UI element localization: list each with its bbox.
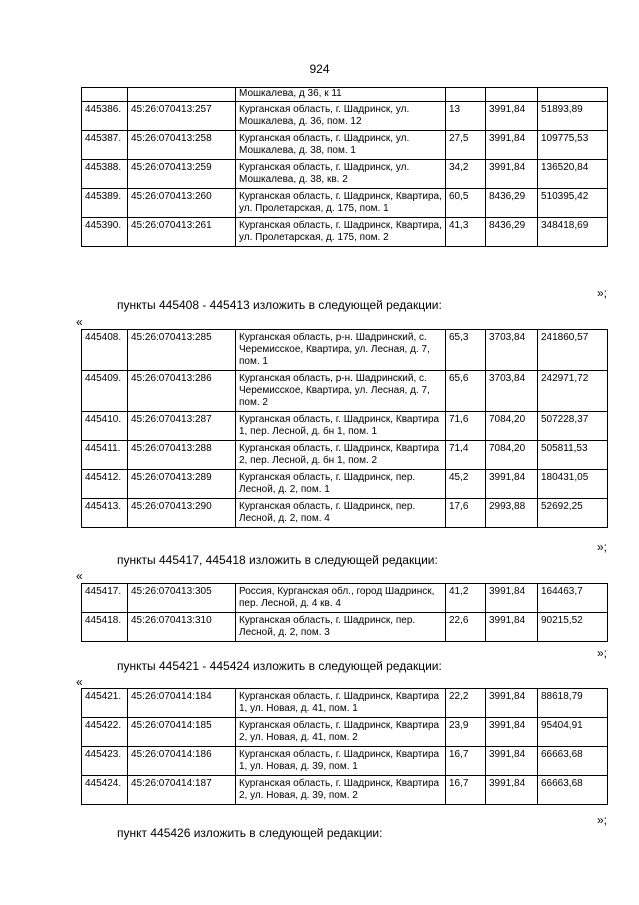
address-cell: Курганская область, г. Шадринск, Квартира 1, пер. Лесной, д. бн 1, пом. 1 bbox=[236, 412, 446, 441]
cadastral-number-cell: 45:26:070413:290 bbox=[128, 499, 236, 528]
area-cell: 27,5 bbox=[446, 131, 486, 160]
price-cell: 3991,84 bbox=[486, 131, 538, 160]
value-cell: 109775,53 bbox=[538, 131, 608, 160]
area-cell: 41,3 bbox=[446, 218, 486, 247]
value-cell: 505811,53 bbox=[538, 441, 608, 470]
table-row bbox=[82, 160, 608, 189]
row-number-cell: 445389. bbox=[82, 189, 128, 218]
cadastral-number-cell: 45:26:070414:186 bbox=[128, 747, 236, 776]
price-cell: 3991,84 bbox=[486, 160, 538, 189]
cadastral-number-cell: 45:26:070413:287 bbox=[128, 412, 236, 441]
address-cell: Курганская область, г. Шадринск, пер. Лесной, д. 2, пом. 4 bbox=[236, 499, 446, 528]
closing-quote-4: »; bbox=[597, 813, 608, 827]
price-cell: 7084,20 bbox=[486, 441, 538, 470]
area-cell: 41,2 bbox=[446, 584, 486, 613]
table-row bbox=[82, 412, 608, 441]
value-cell: 510395,42 bbox=[538, 189, 608, 218]
price-cell: 3991,84 bbox=[486, 470, 538, 499]
cadastral-number-cell: 45:26:070413:257 bbox=[128, 102, 236, 131]
row-number-cell: 445412. bbox=[82, 470, 128, 499]
address-cell: Курганская область, г. Шадринск, ул. Мошкалева, д. 38, пом. 1 bbox=[236, 131, 446, 160]
row-number-cell: 445418. bbox=[82, 613, 128, 642]
area-cell: 60,5 bbox=[446, 189, 486, 218]
value-cell: 507228,37 bbox=[538, 412, 608, 441]
area-cell: 45,2 bbox=[446, 470, 486, 499]
address-cell: Курганская область, г. Шадринск, ул. Мошкалева, д. 38, кв. 2 bbox=[236, 160, 446, 189]
row-number-cell: 445408. bbox=[82, 330, 128, 371]
cadastral-number-cell: 45:26:070413:310 bbox=[128, 613, 236, 642]
row-number-cell: 445421. bbox=[82, 689, 128, 718]
price-cell: 3991,84 bbox=[486, 613, 538, 642]
address-cell: Курганская область, г. Шадринск, пер. Лесной, д. 2, пом. 1 bbox=[236, 470, 446, 499]
closing-quote-3: »; bbox=[597, 646, 608, 660]
row-number-cell: 445411. bbox=[82, 441, 128, 470]
address-cell: Курганская область, г. Шадринск, Квартира 2, ул. Новая, д. 41, пом. 2 bbox=[236, 718, 446, 747]
area-cell: 16,7 bbox=[446, 747, 486, 776]
price-cell bbox=[486, 88, 538, 102]
row-number-cell: 445422. bbox=[82, 718, 128, 747]
table-row bbox=[82, 371, 608, 412]
value-cell: 242971,72 bbox=[538, 371, 608, 412]
table-row bbox=[82, 218, 608, 247]
address-cell: Курганская область, г. Шадринск, Квартира, ул. Пролетарская, д. 175, пом. 2 bbox=[236, 218, 446, 247]
price-cell: 3991,84 bbox=[486, 718, 538, 747]
area-cell: 13 bbox=[446, 102, 486, 131]
table-row bbox=[82, 189, 608, 218]
table-row bbox=[82, 776, 608, 805]
price-cell: 3991,84 bbox=[486, 747, 538, 776]
row-number-cell: 445413. bbox=[82, 499, 128, 528]
opening-quote-2: « bbox=[76, 569, 83, 583]
row-number-cell: 445386. bbox=[82, 102, 128, 131]
price-cell: 8436,29 bbox=[486, 218, 538, 247]
address-cell: Курганская область, г. Шадринск, Квартира 1, ул. Новая, д. 39, пом. 1 bbox=[236, 747, 446, 776]
paragraph-2: пункты 445417, 445418 изложить в следующей редакции: bbox=[117, 553, 438, 567]
area-cell: 22,6 bbox=[446, 613, 486, 642]
table-row bbox=[82, 102, 608, 131]
data-table-3 bbox=[81, 583, 608, 642]
address-cell: Курганская область, г. Шадринск, пер. Лесной, д. 2, пом. 3 bbox=[236, 613, 446, 642]
area-cell: 16,7 bbox=[446, 776, 486, 805]
cadastral-number-cell: 45:26:070413:258 bbox=[128, 131, 236, 160]
row-number-cell bbox=[82, 88, 128, 102]
opening-quote-3: « bbox=[76, 675, 83, 689]
value-cell: 241860,57 bbox=[538, 330, 608, 371]
table-row bbox=[82, 747, 608, 776]
row-number-cell: 445409. bbox=[82, 371, 128, 412]
value-cell: 95404,91 bbox=[538, 718, 608, 747]
closing-quote-2: »; bbox=[597, 540, 608, 554]
table-row bbox=[82, 718, 608, 747]
address-cell: Курганская область, г. Шадринск, Квартира 2, ул. Новая, д. 39, пом. 2 bbox=[236, 776, 446, 805]
cadastral-number-cell: 45:26:070413:260 bbox=[128, 189, 236, 218]
price-cell: 3991,84 bbox=[486, 584, 538, 613]
cadastral-number-cell: 45:26:070414:187 bbox=[128, 776, 236, 805]
row-number-cell: 445410. bbox=[82, 412, 128, 441]
price-cell: 3991,84 bbox=[486, 776, 538, 805]
row-number-cell: 445417. bbox=[82, 584, 128, 613]
area-cell: 34,2 bbox=[446, 160, 486, 189]
address-cell: Курганская область, р-н. Шадринский, с. Черемисское, Квартира, ул. Лесная, д. 7, пом. 2 bbox=[236, 371, 446, 412]
price-cell: 2993,88 bbox=[486, 499, 538, 528]
value-cell: 180431,05 bbox=[538, 470, 608, 499]
table-row bbox=[82, 584, 608, 613]
address-cell: Курганская область, г. Шадринск, ул. Мошкалева, д. 36, пом. 12 bbox=[236, 102, 446, 131]
price-cell: 7084,20 bbox=[486, 412, 538, 441]
table-row bbox=[82, 499, 608, 528]
cadastral-number-cell: 45:26:070414:185 bbox=[128, 718, 236, 747]
cadastral-number-cell: 45:26:070413:289 bbox=[128, 470, 236, 499]
area-cell: 65,6 bbox=[446, 371, 486, 412]
price-cell: 8436,29 bbox=[486, 189, 538, 218]
area-cell: 71,6 bbox=[446, 412, 486, 441]
row-number-cell: 445388. bbox=[82, 160, 128, 189]
area-cell: 65,3 bbox=[446, 330, 486, 371]
value-cell: 88618,79 bbox=[538, 689, 608, 718]
cadastral-number-cell: 45:26:070413:286 bbox=[128, 371, 236, 412]
table-row bbox=[82, 613, 608, 642]
value-cell: 348418,69 bbox=[538, 218, 608, 247]
area-cell: 22,2 bbox=[446, 689, 486, 718]
cadastral-number-cell: 45:26:070413:261 bbox=[128, 218, 236, 247]
paragraph-1: пункты 445408 - 445413 изложить в следующей редакции: bbox=[117, 298, 442, 312]
row-number-cell: 445424. bbox=[82, 776, 128, 805]
price-cell: 3991,84 bbox=[486, 102, 538, 131]
address-cell: Курганская область, г. Шадринск, Квартира 2, пер. Лесной, д. бн 1, пом. 2 bbox=[236, 441, 446, 470]
value-cell: 164463,7 bbox=[538, 584, 608, 613]
cadastral-number-cell: 45:26:070413:305 bbox=[128, 584, 236, 613]
area-cell: 71,4 bbox=[446, 441, 486, 470]
cadastral-number-cell: 45:26:070413:285 bbox=[128, 330, 236, 371]
row-number-cell: 445390. bbox=[82, 218, 128, 247]
page-number: 924 bbox=[309, 62, 330, 76]
table-row bbox=[82, 330, 608, 371]
row-number-cell: 445387. bbox=[82, 131, 128, 160]
value-cell bbox=[538, 88, 608, 102]
cadastral-number-cell: 45:26:070414:184 bbox=[128, 689, 236, 718]
price-cell: 3703,84 bbox=[486, 371, 538, 412]
paragraph-3: пункты 445421 - 445424 изложить в следующей редакции: bbox=[117, 659, 442, 673]
value-cell: 136520,84 bbox=[538, 160, 608, 189]
price-cell: 3991,84 bbox=[486, 689, 538, 718]
paragraph-4: пункт 445426 изложить в следующей редакции: bbox=[117, 826, 383, 840]
address-cell: Россия, Курганская обл., город Шадринск, пер. Лесной, д. 4 кв. 4 bbox=[236, 584, 446, 613]
opening-quote-1: « bbox=[76, 315, 83, 329]
address-cell: Мошкалева, д 36, к 11 bbox=[236, 88, 446, 102]
data-table-4 bbox=[81, 688, 608, 805]
address-cell: Курганская область, р-н. Шадринский, с. Черемисское, Квартира, ул. Лесная, д. 7, пом. 1 bbox=[236, 330, 446, 371]
table-row bbox=[82, 131, 608, 160]
row-number-cell: 445423. bbox=[82, 747, 128, 776]
cadastral-number-cell: 45:26:070413:288 bbox=[128, 441, 236, 470]
closing-quote-1: »; bbox=[597, 286, 608, 300]
value-cell: 90215,52 bbox=[538, 613, 608, 642]
value-cell: 52692,25 bbox=[538, 499, 608, 528]
table-row bbox=[82, 470, 608, 499]
value-cell: 66663,68 bbox=[538, 747, 608, 776]
address-cell: Курганская область, г. Шадринск, Квартира 1, ул. Новая, д. 41, пом. 1 bbox=[236, 689, 446, 718]
area-cell: 23,9 bbox=[446, 718, 486, 747]
data-table-2 bbox=[81, 329, 608, 528]
area-cell: 17,6 bbox=[446, 499, 486, 528]
table-row bbox=[82, 88, 608, 102]
price-cell: 3703,84 bbox=[486, 330, 538, 371]
cadastral-number-cell bbox=[128, 88, 236, 102]
address-cell: Курганская область, г. Шадринск, Квартира, ул. Пролетарская, д. 175, пом. 1 bbox=[236, 189, 446, 218]
table-row bbox=[82, 689, 608, 718]
cadastral-number-cell: 45:26:070413:259 bbox=[128, 160, 236, 189]
area-cell bbox=[446, 88, 486, 102]
value-cell: 66663,68 bbox=[538, 776, 608, 805]
table-row bbox=[82, 441, 608, 470]
value-cell: 51893,89 bbox=[538, 102, 608, 131]
data-table-1 bbox=[81, 87, 608, 247]
